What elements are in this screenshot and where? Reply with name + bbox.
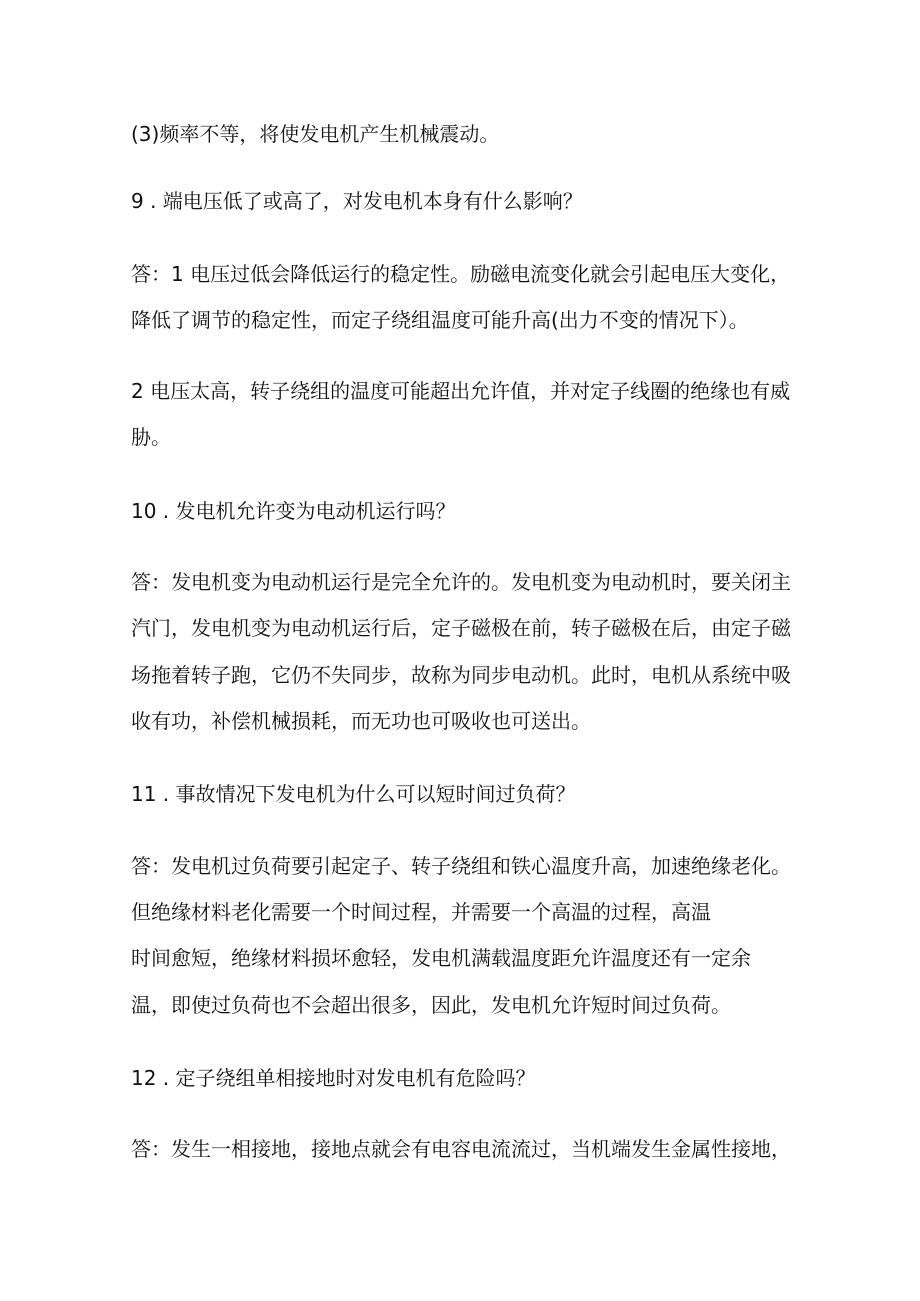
answer-line: 答：1 电压过低会降低运行的稳定性。励磁电流变化就会引起电压大变化， (131, 262, 791, 286)
answer-line: 但绝缘材料老化需要一个时间过程，并需要一个高温的过程，高温 (131, 900, 711, 924)
question-12: 12 . 定子绕组单相接地时对发电机有危险吗？ (131, 1066, 536, 1090)
question-9: 9 . 端电压低了或高了，对发电机本身有什么影响？ (131, 189, 583, 213)
text-line: (3)频率不等，将使发电机产生机械震动。 (131, 122, 500, 146)
question-10: 10 . 发电机允许变为电动机运行吗？ (131, 499, 456, 523)
answer-line: 2 电压太高，转子绕组的温度可能超出允许值，并对定子线圈的绝缘也有威 (131, 379, 791, 403)
answer-line: 降低了调节的稳定性，而定子绕组温度可能升高(出力不变的情况下）。 (131, 308, 749, 332)
answer-line: 收有功，补偿机械损耗，而无功也可吸收也可送出。 (131, 709, 591, 733)
answer-line: 时间愈短，绝缘材料损坏愈轻，发电机满载温度距允许温度还有一定余 (131, 946, 751, 970)
answer-line: 答：发生一相接地，接地点就会有电容电流流过，当机端发生金属性接地， (131, 1137, 791, 1161)
answer-line: 胁。 (131, 425, 171, 449)
answer-line: 温，即使过负荷也不会超出很多，因此，发电机允许短时间过负荷。 (131, 993, 731, 1017)
answer-line: 汽门，发电机变为电动机运行后，定子磁极在前，转子磁极在后，由定子磁 (131, 616, 791, 640)
question-11: 11 . 事故情况下发电机为什么可以短时间过负荷？ (131, 782, 576, 806)
answer-line: 场拖着转子跑，它仍不失同步，故称为同步电动机。此时，电机从系统中吸 (131, 663, 791, 687)
answer-line: 答：发电机变为电动机运行是完全允许的。发电机变为电动机时，要关闭主 (131, 570, 791, 594)
answer-line: 答：发电机过负荷要引起定子、转子绕组和铁心温度升高，加速绝缘老化。 (131, 854, 791, 878)
